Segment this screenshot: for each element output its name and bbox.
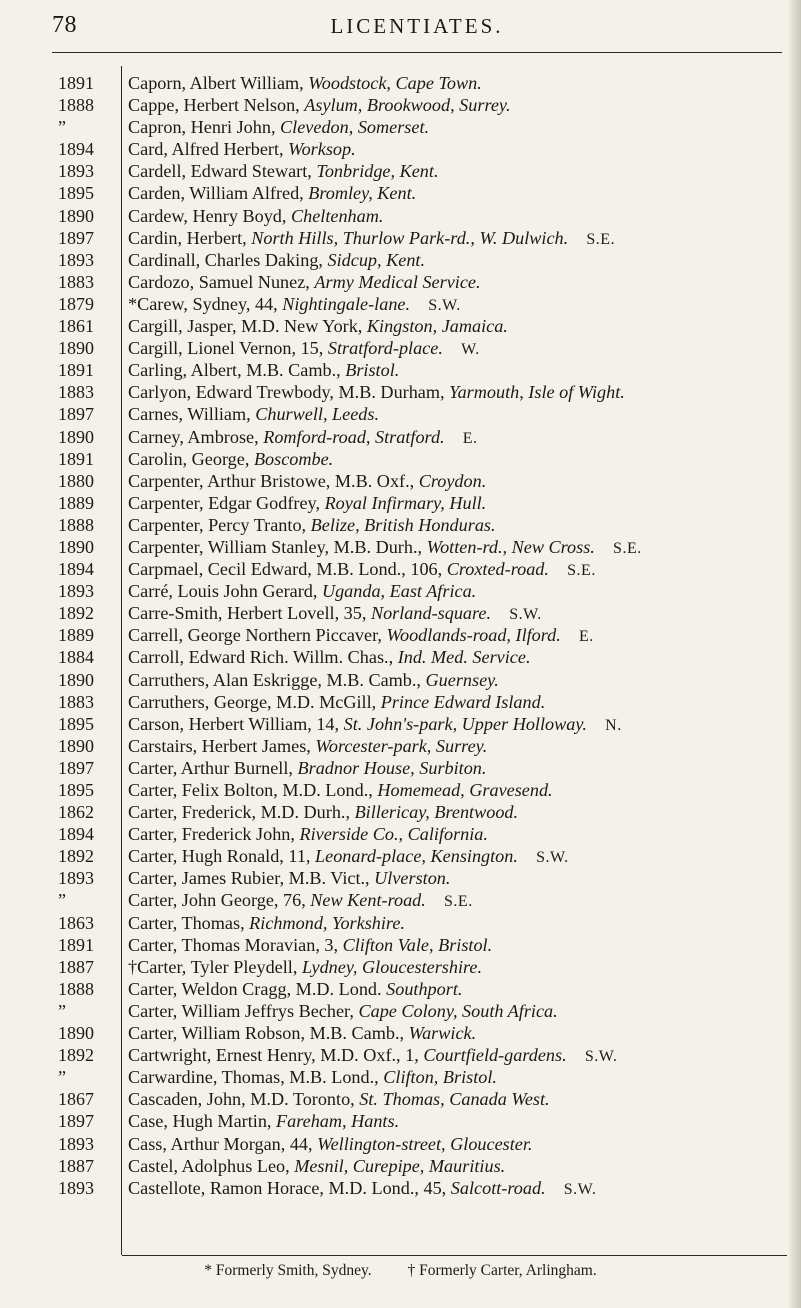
entry-text <box>128 205 800 227</box>
entry-name: Cardozo, Samuel Nunez, <box>128 271 315 292</box>
entry-year: 1890 <box>58 205 94 226</box>
entry-year: 1863 <box>58 912 94 933</box>
list-item <box>58 293 793 315</box>
entry-text <box>128 735 800 757</box>
entry-text <box>128 403 800 425</box>
list-item <box>58 160 793 182</box>
entry-address: Bradnor House, Surbiton. <box>297 757 487 778</box>
list-item <box>58 205 793 227</box>
list-item <box>58 624 793 646</box>
entry-text <box>128 72 800 94</box>
entry-text <box>128 293 800 317</box>
entry-year: 1888 <box>58 95 94 116</box>
entry-text <box>128 691 800 713</box>
list-item <box>58 735 793 757</box>
entry-name: Carney, Ambrose, <box>128 426 264 447</box>
entry-text <box>128 801 800 823</box>
entry-district: S.E. <box>444 893 473 911</box>
footnote-1: * Formerly Smith, Sydney. <box>204 1262 372 1279</box>
list-item <box>58 1000 793 1022</box>
entry-year: 1891 <box>58 360 94 381</box>
entry-year: 1879 <box>58 293 94 314</box>
entry-name: Carden, William Alfred, <box>128 183 309 204</box>
entry-year: 1897 <box>58 404 94 425</box>
list-item <box>58 536 793 558</box>
entry-address: Billericay, Brentwood. <box>354 802 519 823</box>
entry-address: New Kent-road. <box>310 890 426 911</box>
entry-address: Bromley, Kent. <box>308 183 417 204</box>
entry-text <box>128 779 800 801</box>
list-item <box>58 227 793 249</box>
entry-name: Carson, Herbert William, 14, <box>128 713 344 734</box>
entry-name: Carter, Hugh Ronald, 11, <box>128 846 316 867</box>
list-item <box>58 182 793 204</box>
entry-address: Ulverston. <box>374 868 451 889</box>
entry-text <box>128 956 800 978</box>
entry-year: 1890 <box>58 669 94 690</box>
entry-name: Carpenter, Arthur Bristowe, M.B. Oxf., <box>128 470 419 491</box>
entry-address: St. John's-park, Upper Holloway. <box>343 713 587 734</box>
entry-text <box>128 160 800 182</box>
entry-name: Capron, Henri John, <box>128 117 281 138</box>
entry-name: Carter, Weldon Cragg, M.D. Lond. <box>128 978 387 999</box>
list-item <box>58 1022 793 1044</box>
list-item <box>58 779 793 801</box>
entries-list <box>58 72 793 1199</box>
entry-address: Tonbridge, Kent. <box>316 161 439 182</box>
entry-name: Carew, Sydney, 44, <box>137 293 283 314</box>
entry-name: Carter, William Jeffrys Becher, <box>128 1000 359 1021</box>
entry-year: 1890 <box>58 426 94 447</box>
entry-district: S.W. <box>428 296 461 314</box>
entry-year: 1867 <box>58 1089 94 1110</box>
list-item <box>58 713 793 735</box>
entry-address: Guernsey. <box>425 669 499 690</box>
entry-name: Carwardine, Thomas, M.B. Lond., <box>128 1067 384 1088</box>
entry-year: ” <box>58 890 66 911</box>
entry-name: Carter, Felix Bolton, M.D. Lond., <box>128 780 378 800</box>
entry-year: 1887 <box>58 1155 94 1176</box>
list-item <box>58 1177 793 1199</box>
entry-name: Carroll, Edward Rich. Willm. Chas., <box>128 647 398 668</box>
entry-year: 1893 <box>58 868 94 889</box>
entry-text <box>128 845 800 869</box>
entry-address: Woodlands-road, Ilford. <box>386 625 561 646</box>
entry-text <box>128 227 800 251</box>
entry-district: E. <box>579 628 594 646</box>
entry-year: 1894 <box>58 139 94 160</box>
entry-address: Prince Edward Island. <box>380 691 546 712</box>
entry-year: 1897 <box>58 757 94 778</box>
entry-name: Cargill, Jasper, M.D. New York, <box>128 316 367 337</box>
entry-footnote-mark: † <box>128 956 138 977</box>
entry-name: Cargill, Lionel Vernon, 15, <box>128 338 328 359</box>
entry-address: Belize, British Honduras. <box>310 514 496 535</box>
entry-text <box>128 315 800 337</box>
entry-name: Carter, Frederick, M.D. Durh., <box>128 802 355 823</box>
entry-address: Leonard-place, Kensington. <box>315 846 518 867</box>
entry-address: Stratford-place. <box>327 338 443 359</box>
entry-year: 1891 <box>58 448 94 469</box>
list-item <box>58 558 793 580</box>
entry-address: Croydon. <box>418 470 487 491</box>
entry-year: 1895 <box>58 713 94 734</box>
list-item <box>58 1133 793 1155</box>
entry-text <box>128 492 800 514</box>
list-item <box>58 315 793 337</box>
entry-address: Courtfield-gardens. <box>423 1045 567 1066</box>
entry-text <box>128 1133 800 1155</box>
entry-text <box>128 94 800 116</box>
entry-text <box>128 249 800 271</box>
list-item <box>58 889 793 911</box>
entry-year: 1887 <box>58 956 94 977</box>
entry-address: Romford-road, Stratford. <box>263 426 445 447</box>
entry-name: Carrell, George Northern Piccaver, <box>128 625 387 646</box>
entry-year: 1892 <box>58 846 94 867</box>
entry-text <box>128 1155 800 1177</box>
list-item <box>58 514 793 536</box>
list-item <box>58 602 793 624</box>
list-item <box>58 823 793 845</box>
entry-year: 1890 <box>58 338 94 359</box>
entry-year: 1888 <box>58 978 94 999</box>
entry-year: 1862 <box>58 802 94 823</box>
list-item <box>58 116 793 138</box>
entry-name: Carolin, George, <box>128 448 254 469</box>
list-item <box>58 403 793 425</box>
entry-name: Carpenter, Percy Tranto, <box>128 514 311 535</box>
list-item <box>58 669 793 691</box>
entry-address: Riverside Co., California. <box>299 824 488 845</box>
entry-address: Worcester-park, Surrey. <box>315 735 488 756</box>
entry-name: Caporn, Albert William, <box>128 73 309 93</box>
entry-text <box>128 1044 800 1068</box>
entry-name: Carruthers, George, M.D. McGill, <box>128 691 381 712</box>
entry-name: Cardinall, Charles Daking, <box>128 249 328 270</box>
entry-text <box>128 271 800 293</box>
entry-year: 1892 <box>58 1045 94 1066</box>
list-item <box>58 978 793 1000</box>
entry-name: Carre-Smith, Herbert Lovell, 35, <box>128 603 371 624</box>
entry-address: Army Medical Service. <box>314 271 481 292</box>
entry-text <box>128 359 800 381</box>
list-item <box>58 72 793 94</box>
page-edge <box>789 0 801 1308</box>
list-item <box>58 691 793 713</box>
entry-year: 1894 <box>58 824 94 845</box>
entry-name: Carter, James Rubier, M.B. Vict., <box>128 868 375 889</box>
header-rule <box>52 52 782 53</box>
entry-name: Cardell, Edward Stewart, <box>128 161 317 182</box>
entry-district: E. <box>462 429 478 447</box>
entry-year: 1895 <box>58 183 94 204</box>
entry-text <box>128 1066 800 1088</box>
entry-address: North Hills, Thurlow Park-rd., W. Dulwich. <box>251 227 569 248</box>
entry-address: Royal Infirmary, Hull. <box>324 492 487 513</box>
entry-district: S.E. <box>586 230 616 248</box>
list-item <box>58 1044 793 1066</box>
entry-address: Uganda, East Africa. <box>321 581 477 602</box>
entry-text <box>128 602 800 626</box>
entry-name: Card, Alfred Herbert, <box>128 139 289 160</box>
list-item <box>58 801 793 823</box>
entry-name: Carruthers, Alan Eskrigge, M.B. Camb., <box>128 669 426 690</box>
entry-text <box>128 1000 800 1022</box>
entry-year: 1883 <box>58 691 94 712</box>
entry-name: Carter, Arthur Burnell, <box>128 757 298 778</box>
entry-address: Woodstock, Cape Town. <box>308 73 482 93</box>
list-item <box>58 470 793 492</box>
entry-name: Cass, Arthur Morgan, 44, <box>128 1133 318 1154</box>
entry-year: 1883 <box>58 271 94 292</box>
list-item <box>58 448 793 470</box>
entry-footnote-mark: * <box>128 293 138 314</box>
entry-address: Mesnil, Curepipe, Mauritius. <box>294 1155 506 1176</box>
entry-address: Cheltenham. <box>290 205 384 226</box>
footnote-2: † Formerly Carter, Arlingham. <box>407 1262 597 1279</box>
entry-text <box>128 912 800 934</box>
entry-name: Carlyon, Edward Trewbody, M.B. Durham, <box>128 382 450 403</box>
entry-name: Carter, William Robson, M.B. Camb., <box>128 1023 409 1044</box>
entry-name: Cardew, Henry Boyd, <box>128 205 291 226</box>
entry-year: 1893 <box>58 1133 94 1154</box>
list-item <box>58 757 793 779</box>
entry-district: S.W. <box>536 849 569 867</box>
entry-text <box>128 381 800 403</box>
entry-text <box>128 934 800 956</box>
entry-name: Cappe, Herbert Nelson, <box>128 95 305 116</box>
entry-name: Carter, Frederick John, <box>128 824 300 845</box>
entry-address: Clevedon, Somerset. <box>280 117 430 138</box>
entry-text <box>128 448 800 470</box>
page-header <box>52 12 782 42</box>
entry-year: ” <box>58 1000 66 1021</box>
entry-district: S.W. <box>584 1048 618 1066</box>
list-item <box>58 845 793 867</box>
entry-year: 1880 <box>58 470 94 491</box>
list-item <box>58 94 793 116</box>
entry-text <box>128 558 800 582</box>
entry-address: Homemead, Gravesend. <box>377 780 553 800</box>
entry-name: Carpenter, Edgar Godfrey, <box>128 492 325 513</box>
list-item <box>58 1088 793 1110</box>
entry-address: Lydney, Gloucestershire. <box>301 956 483 977</box>
entry-text <box>128 1110 800 1132</box>
entry-district: W. <box>461 341 480 359</box>
entry-year: 1890 <box>58 1023 94 1044</box>
footnote-rule <box>122 1255 787 1256</box>
entry-year: 1889 <box>58 625 94 646</box>
entry-address: Salcott-road. <box>450 1177 546 1198</box>
entry-text <box>128 823 800 845</box>
entry-district: S.E. <box>613 539 642 557</box>
entry-address: Cape Colony, South Africa. <box>358 1000 558 1021</box>
entry-address: St. Thomas, Canada West. <box>359 1089 550 1110</box>
entry-text <box>128 978 800 1000</box>
list-item <box>58 1110 793 1132</box>
footnotes <box>0 1262 801 1280</box>
entry-address: Clifton, Bristol. <box>383 1067 497 1088</box>
entry-address: Clifton Vale, Bristol. <box>342 934 493 955</box>
entry-address: Wellington-street, Gloucester. <box>317 1133 533 1154</box>
entry-name: Carré, Louis John Gerard, <box>128 581 322 602</box>
list-item <box>58 1155 793 1177</box>
page-number: 78 <box>52 12 77 38</box>
entry-text <box>128 889 800 913</box>
entry-name: Castellote, Ramon Horace, M.D. Lond., 45, <box>128 1177 451 1198</box>
list-item <box>58 934 793 956</box>
entry-address: Yarmouth, Isle of Wight. <box>449 382 625 403</box>
entry-text <box>128 1088 800 1110</box>
entry-address: Churwell, Leeds. <box>255 404 380 425</box>
entry-name: Carter, Thomas, <box>128 912 250 933</box>
list-item <box>58 492 793 514</box>
list-item <box>58 249 793 271</box>
entry-name: Carter, John George, 76, <box>128 890 311 911</box>
entry-name: Carpmael, Cecil Edward, M.B. Lond., 106, <box>128 559 447 580</box>
entry-name: Carter, Tyler Pleydell, <box>137 956 302 977</box>
entry-address: Fareham, Hants. <box>276 1111 400 1132</box>
entry-address: Worksop. <box>288 139 356 160</box>
list-item <box>58 337 793 359</box>
entry-year: 1890 <box>58 536 94 557</box>
entry-text <box>128 1177 800 1201</box>
list-item <box>58 646 793 668</box>
entry-text <box>128 536 800 560</box>
entry-year: 1889 <box>58 492 94 513</box>
list-item <box>58 912 793 934</box>
entry-year: 1891 <box>58 73 94 93</box>
entry-address: Boscombe. <box>253 448 334 469</box>
entry-address: Wotten-rd., New Cross. <box>426 536 595 557</box>
entry-year: 1893 <box>58 249 94 270</box>
entry-text <box>128 669 800 691</box>
entry-text <box>128 867 800 889</box>
list-item <box>58 138 793 160</box>
entry-address: Kingston, Jamaica. <box>366 316 508 337</box>
list-item <box>58 426 793 448</box>
list-item <box>58 867 793 889</box>
entry-text <box>128 426 800 450</box>
entry-name: Carling, Albert, M.B. Camb., <box>128 360 346 381</box>
entry-name: Cardin, Herbert, <box>128 227 252 248</box>
entry-address: Bristol. <box>345 360 400 381</box>
list-item <box>58 359 793 381</box>
entry-address: Southport. <box>386 978 463 999</box>
entry-year: ” <box>58 117 66 138</box>
entry-district: N. <box>605 716 622 734</box>
entry-name: Cartwright, Ernest Henry, M.D. Oxf., 1, <box>128 1045 424 1066</box>
entry-text <box>128 470 800 492</box>
entry-year: 1897 <box>58 227 94 248</box>
entry-text <box>128 116 800 138</box>
entry-text <box>128 182 800 204</box>
entry-name: Case, Hugh Martin, <box>128 1111 277 1132</box>
entry-text <box>128 1022 800 1044</box>
entry-address: Norland-square. <box>370 603 492 624</box>
list-item <box>58 381 793 403</box>
entry-year: ” <box>58 1067 66 1088</box>
entry-name: Carnes, William, <box>128 404 256 425</box>
entry-text <box>128 514 800 536</box>
entry-year: 1893 <box>58 581 94 602</box>
entry-text <box>128 713 800 737</box>
entry-address: Croxted-road. <box>446 559 549 580</box>
entry-name: Carter, Thomas Moravian, 3, <box>128 934 343 955</box>
entry-text <box>128 757 800 779</box>
entry-year: 1884 <box>58 647 94 668</box>
list-item <box>58 1066 793 1088</box>
entry-name: Carstairs, Herbert James, <box>128 735 316 756</box>
entry-address: Warwick. <box>408 1023 477 1044</box>
entry-year: 1893 <box>58 1177 94 1198</box>
entry-name: Castel, Adolphus Leo, <box>128 1155 295 1176</box>
entry-address: Richmond, Yorkshire. <box>249 912 405 933</box>
page-title: LICENTIATES. <box>330 14 504 38</box>
list-item <box>58 580 793 602</box>
entry-year: 1894 <box>58 559 94 580</box>
entry-year: 1888 <box>58 514 94 535</box>
entry-address: Asylum, Brookwood, Surrey. <box>304 95 511 116</box>
entry-year: 1895 <box>58 780 94 800</box>
entry-name: Cascaden, John, M.D. Toronto, <box>128 1089 360 1110</box>
entry-district: S.W. <box>563 1180 597 1198</box>
entry-year: 1890 <box>58 735 94 756</box>
entry-text <box>128 337 800 361</box>
entry-year: 1861 <box>58 316 94 337</box>
entry-district: S.E. <box>567 562 596 580</box>
list-item <box>58 956 793 978</box>
entry-text <box>128 624 800 648</box>
list-item <box>58 271 793 293</box>
entry-name: Carpenter, William Stanley, M.B. Durh., <box>128 536 427 557</box>
entry-year: 1891 <box>58 934 94 955</box>
entry-text <box>128 138 800 160</box>
entry-address: Sidcup, Kent. <box>327 249 426 270</box>
entry-district: S.W. <box>509 606 542 624</box>
entry-year: 1883 <box>58 382 94 403</box>
entry-text <box>128 580 800 602</box>
entry-text <box>128 646 800 668</box>
entry-year: 1893 <box>58 161 94 182</box>
entry-year: 1892 <box>58 603 94 624</box>
entry-address: Ind. Med. Service. <box>397 647 531 668</box>
entry-year: 1897 <box>58 1111 94 1132</box>
entry-address: Nightingale-lane. <box>282 293 411 314</box>
